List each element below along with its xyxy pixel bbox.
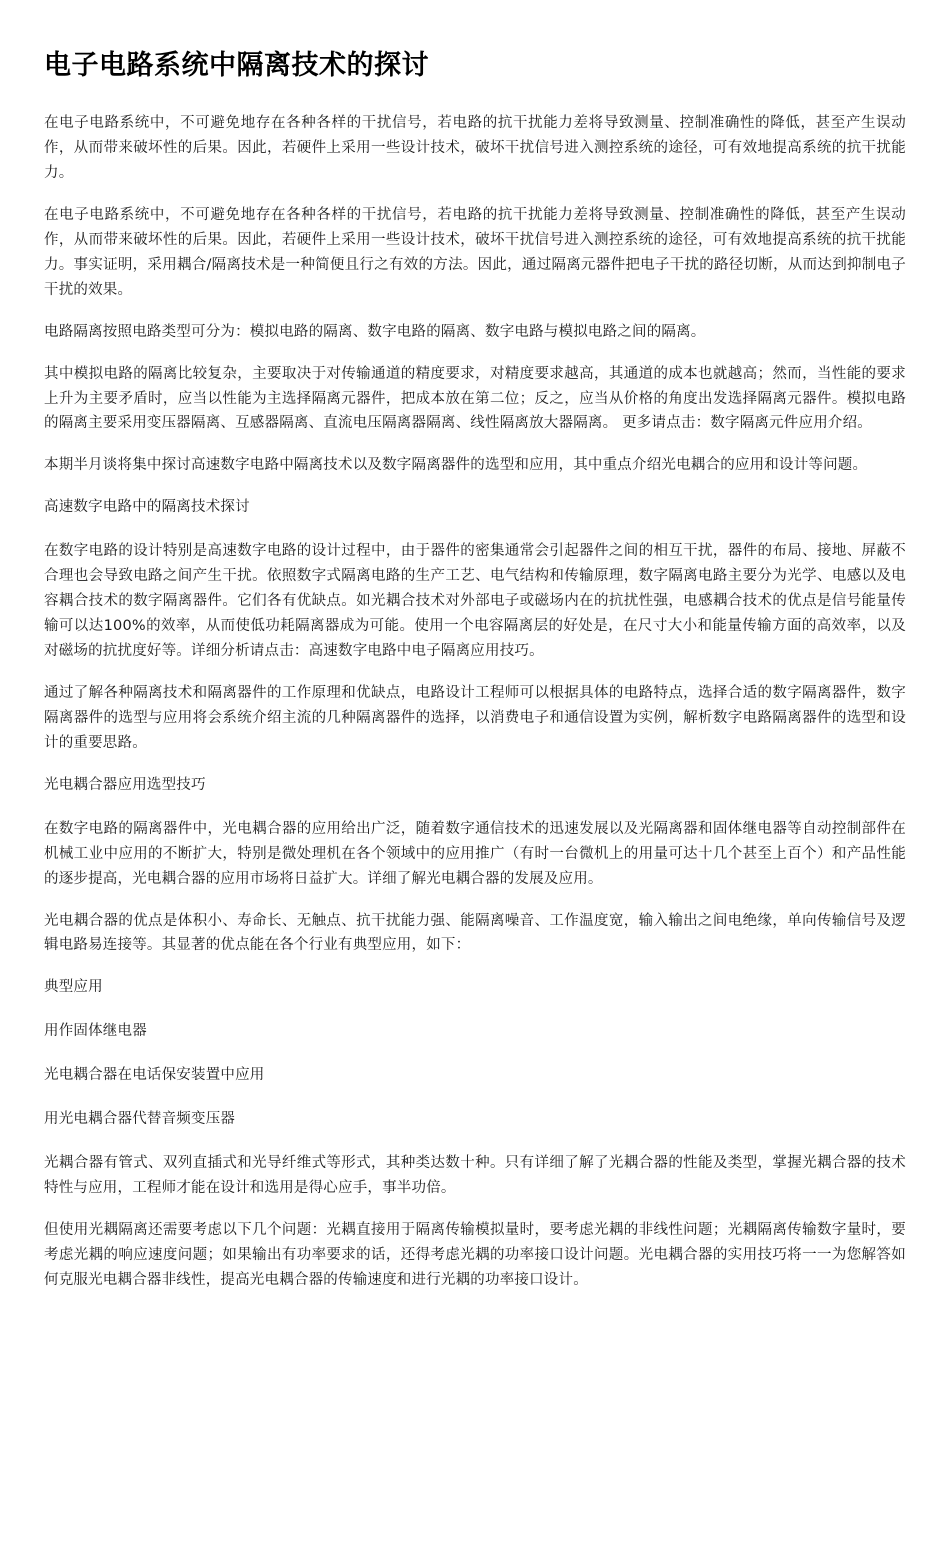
paragraph: 其中模拟电路的隔离比较复杂，主要取决于对传输通道的精度要求，对精度要求越高，其通道的成本也就越高；然而，当性能的要求上升为主要矛盾时，应当以性能为主选择隔离元器件，把成本放在第二位；反之，应当从价格的角度出发选择隔离元器件。模拟电路的隔离主要采用变压器隔离、互感器隔离、直流电压隔离器隔离、线性隔离放大器隔离。 更多请点击：数字隔离元件应用介绍。 [44, 365, 906, 432]
paragraph: 在电子电路系统中，不可避免地存在各种各样的干扰信号，若电路的抗干扰能力差将导致测量、控制准确性的降低，甚至产生误动作，从而带来破坏性的后果。因此，若硬件上采用一些设计技术，破坏干扰信号进入测控系统的途径，可有效地提高系统的抗干扰能力。 [44, 115, 906, 181]
list-item: 用光电耦合器代替音频变压器 [44, 1111, 236, 1128]
paragraph: 本期半月谈将集中探讨高速数字电路中隔离技术以及数字隔离器件的选型和应用，其中重点介绍光电耦合的应用和设计等问题。 [44, 457, 868, 474]
paragraph: 通过了解各种隔离技术和隔离器件的工作原理和优缺点，电路设计工程师可以根据具体的电路特点，选择合适的数字隔离器件，数字隔离器件的选型与应用将会系统介绍主流的几种隔离器件的选择，以消费电子和通信设置为实例，解析数字电路隔离器件的选型和设计的重要思路。 [44, 684, 906, 751]
paragraph: 光耦合器有管式、双列直插式和光导纤维式等形式，其种类达数十种。只有详细了解了光耦合器的性能及类型，掌握光耦合器的技术特性与应用，工程师才能在设计和选用是得心应手，事半功倍。 [44, 1155, 906, 1197]
paragraph: 光电耦合器的优点是体积小、寿命长、无触点、抗干扰能力强、能隔离噪音、工作温度宽，输入输出之间电绝缘，单向传输信号及逻辑电路易连接等。其显著的优点能在各个行业有典型应用，如下： [44, 912, 906, 954]
list-item: 用作固体继电器 [44, 1023, 147, 1040]
paragraph: 但使用光耦隔离还需要考虑以下几个问题：光耦直接用于隔离传输模拟量时，要考虑光耦的非线性问题；光耦隔离传输数字量时，要考虑光耦的响应速度问题；如果输出有功率要求的话，还得考虑光耦的功率接口设计问题。光电耦合器的实用技巧将一一为您解答如何克服光电耦合器非线性，提高光电耦合器的传输速度和进行光耦的功率接口设计。 [44, 1222, 906, 1288]
paragraph: 在电子电路系统中，不可避免地存在各种各样的干扰信号，若电路的抗干扰能力差将导致测量、控制准确性的降低，甚至产生误动作，从而带来破坏性的后果。因此，若硬件上采用一些设计技术，破坏干扰信号进入测控系统的途径，可有效地提高系统的抗干扰能力。事实证明，采用耦合/隔离技术是一种简便且行之有效的方法。因此，通过隔离元器件把电子干扰的路径切断，从而达到抑制电子干扰的效果。 [44, 206, 906, 298]
page-bottom-spacer [44, 1310, 906, 1520]
section-heading-high-speed-digital: 高速数字电路中的隔离技术探讨 [44, 499, 250, 516]
paragraph: 在数字电路的设计特别是高速数字电路的设计过程中，由于器件的密集通常会引起器件之间的相互干扰，器件的布局、接地、屏蔽不合理也会导致电路之间产生干扰。依照数字式隔离电路的生产工艺、电气结构和传输原理，数字隔离电路主要分为光学、电感以及电容耦合技术的数字隔离器件。它们各有优缺点。如光耦合技术对外部电子或磁场内在的抗扰性强，电感耦合技术的优点是信号能量传输可以达100%的效率，从而使低功耗隔离器成为可能。使用一个电容隔离层的好处是，在尺寸大小和能量传输方面的高效率，以及对磁场的抗扰度好等。详细分析请点击：高速数字电路中电子隔离应用技巧。 [44, 543, 906, 660]
paragraph: 电路隔离按照电路类型可分为：模拟电路的隔离、数字电路的隔离、数字电路与模拟电路之间的隔离。 [44, 323, 706, 340]
paragraph: 在数字电路的隔离器件中，光电耦合器的应用给出广泛，随着数字通信技术的迅速发展以及光隔离器和固体继电器等自动控制部件在机械工业中应用的不断扩大，特别是微处理机在各个领域中的应用推广（有时一台微机上的用量可达十几个甚至上百个）和产品性能的逐步提高，光电耦合器的应用市场将日益扩大。详细了解光电耦合器的发展及应用。 [44, 820, 906, 887]
section-heading-typical-applications: 典型应用 [44, 979, 103, 996]
section-heading-optocoupler-selection: 光电耦合器应用选型技巧 [44, 776, 206, 793]
list-item: 光电耦合器在电话保安装置中应用 [44, 1067, 265, 1084]
page-title: 电子电路系统中隔离技术的探讨 [44, 50, 429, 81]
